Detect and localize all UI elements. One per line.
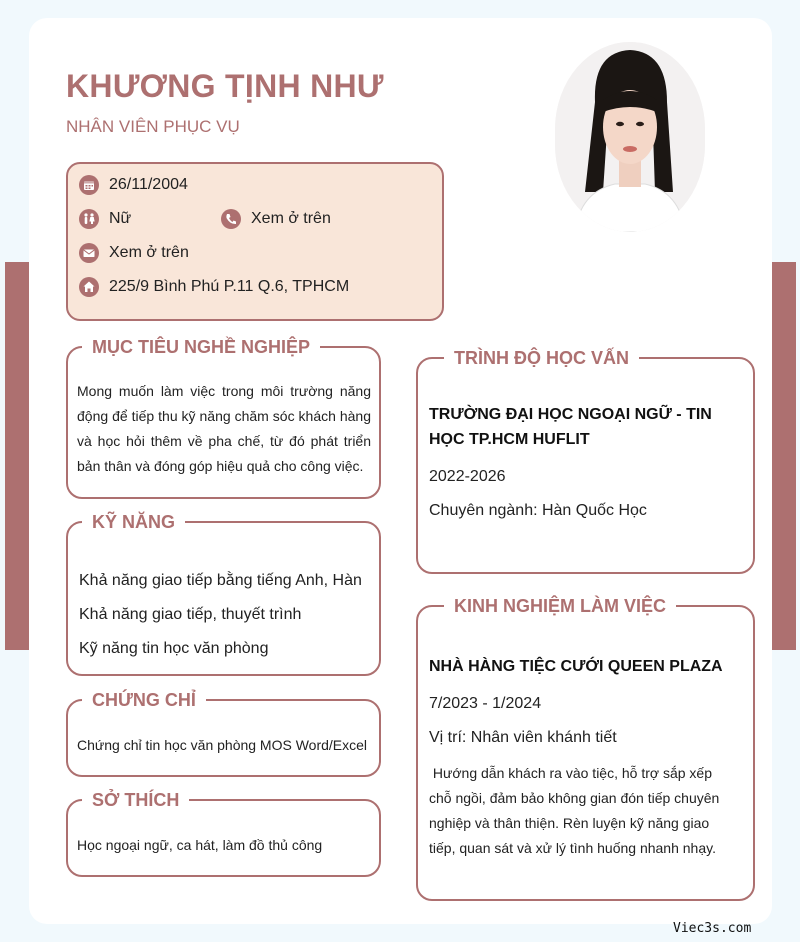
education-title: TRÌNH ĐỘ HỌC VẤN xyxy=(444,346,639,370)
envelope-icon xyxy=(78,242,99,263)
hobbies-section xyxy=(66,790,381,877)
objective-text: Mong muốn làm việc trong môi trường năng động để tiếp thu kỹ năng chăm sóc khách hàng và học hỏi thêm về pha chế, từ đó phát triển bản thân và đóng góp hiệu quả cho công việc. xyxy=(77,383,371,474)
right-accent-band xyxy=(772,262,796,650)
skill-item: Kỹ năng tin học văn phòng xyxy=(79,640,269,657)
work-period: 7/2023 - 1/2024 xyxy=(429,695,542,712)
company-name: NHÀ HÀNG TIỆC CƯỚI QUEEN PLAZA xyxy=(429,658,723,675)
gender-value: Nữ xyxy=(109,209,132,227)
work-description: Hướng dẫn khách ra vào tiệc, hỗ trợ sắp xếp chỗ ngồi, đảm bảo không gian đón tiếp chuyên nghiệp và thân thiện. Rèn luyện kỹ năng giao tiếp, quan sát và xử lý tình huống nhanh nhạy. xyxy=(429,765,724,856)
work-position: Vị trí: Nhân viên khánh tiết xyxy=(429,729,617,746)
calendar-icon xyxy=(78,174,99,195)
skills-section xyxy=(66,512,381,676)
education-major: Chuyên ngành: Hàn Quốc Học xyxy=(429,502,647,519)
info-gender xyxy=(78,208,131,229)
birthday-value: 26/11/2004 xyxy=(109,175,188,193)
email-value: Xem ở trên xyxy=(109,243,189,261)
portrait-illustration xyxy=(555,42,705,232)
education-years: 2022-2026 xyxy=(429,468,506,485)
personal-info-panel xyxy=(66,162,444,321)
school-name-line2: HỌC TP.HCM HUFLIT xyxy=(429,431,590,448)
candidate-name: KHƯƠNG TỊNH NHƯ xyxy=(66,68,384,104)
home-icon xyxy=(78,276,99,297)
education-section xyxy=(416,348,755,574)
watermark: Viec3s.com xyxy=(673,921,752,936)
address-value: 225/9 Bình Phú P.11 Q.6, TPHCM xyxy=(109,277,350,295)
gender-icon xyxy=(78,208,99,229)
candidate-role: NHÂN VIÊN PHỤC VỤ xyxy=(66,117,240,136)
profile-photo xyxy=(555,42,705,232)
skill-item: Khả năng giao tiếp bằng tiếng Anh, Hàn xyxy=(79,572,362,589)
info-address xyxy=(78,276,349,297)
info-phone xyxy=(220,208,331,229)
experience-section xyxy=(416,596,755,901)
info-email xyxy=(78,242,189,263)
experience-title: KINH NGHIỆM LÀM VIỆC xyxy=(444,594,676,618)
school-name-line1: TRƯỜNG ĐẠI HỌC NGOẠI NGỮ - TIN xyxy=(429,406,712,423)
phone-value: Xem ở trên xyxy=(251,209,331,227)
skills-title: KỸ NĂNG xyxy=(82,510,185,534)
certificates-title: CHỨNG CHỈ xyxy=(82,688,206,712)
left-accent-band xyxy=(5,262,29,650)
objective-title: MỤC TIÊU NGHỀ NGHIỆP xyxy=(82,335,320,359)
objective-section xyxy=(66,337,381,499)
phone-icon xyxy=(220,208,241,229)
skill-item: Khả năng giao tiếp, thuyết trình xyxy=(79,606,302,623)
certificate-text: Chứng chỉ tin học văn phòng MOS Word/Excel xyxy=(77,737,368,753)
hobbies-title: SỞ THÍCH xyxy=(82,788,189,812)
certificates-section xyxy=(66,690,381,777)
info-birthday xyxy=(78,174,188,195)
hobbies-text: Học ngoại ngữ, ca hát, làm đồ thủ công xyxy=(77,837,323,853)
